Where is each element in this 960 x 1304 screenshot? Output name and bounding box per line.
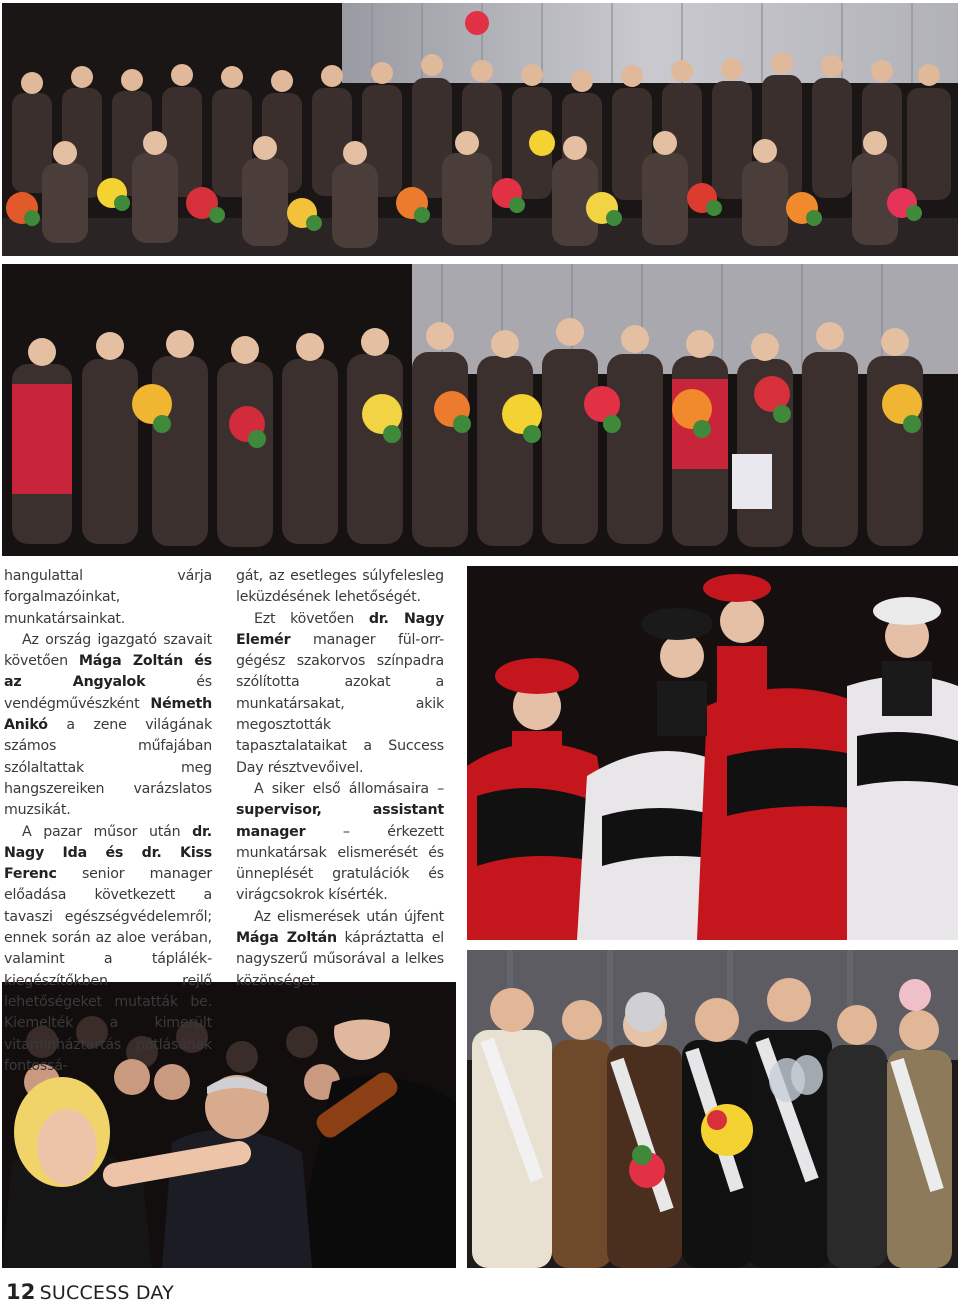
speaker-names: dr. Nagy Ida és dr. Kiss Ferenc <box>4 823 212 883</box>
paragraph-6 <box>236 779 444 907</box>
paragraph-6-text-c: – érkezett munkatársak elismerését és ünneplését gratulációk és virágcsokrok kísérték. <box>236 823 444 904</box>
paragraph-3-text-a: A pazar műsor után <box>22 823 193 840</box>
paragraph-1-text: hangulattal várja forgalmazóinkat, munkatársainkat. <box>4 568 212 627</box>
paragraph-2-text-e: a zene világának számos műfajában szólaltattak meg hangszereiken varázslatos muzsikát. <box>4 717 212 819</box>
page-footer <box>6 1280 174 1304</box>
paragraph-2-text-a: Az ország igazgató szavait követően <box>4 631 212 670</box>
group-photo-middle <box>2 264 958 556</box>
magazine-section-title: SUCCESS DAY <box>39 1282 174 1304</box>
performer-name-2: Mága Zoltán <box>236 930 337 947</box>
paragraph-5-text-a: Ezt követően <box>254 610 369 627</box>
manager-name: dr. Nagy Elemér <box>236 610 444 648</box>
ranks-label: supervisor, assistant manager <box>236 802 444 840</box>
guest-artist-name: Németh Anikó <box>4 695 212 734</box>
article-column-1 <box>4 566 212 1077</box>
paragraph-4 <box>236 566 444 609</box>
paragraph-5 <box>236 609 444 779</box>
award-group-photo <box>467 950 958 1268</box>
paragraph-2-text-c: és vendégművészként <box>4 674 212 712</box>
dancers-photo <box>467 566 958 940</box>
paragraph-2 <box>4 630 212 822</box>
paragraph-7 <box>236 907 444 992</box>
page-number: 12 <box>6 1280 36 1304</box>
group-photo-top <box>2 3 958 256</box>
performer-name: Mága Zoltán és az Angyalok <box>4 653 212 691</box>
article-column-2 <box>236 566 444 992</box>
paragraph-7-text-a: Az elismerések után újfent <box>254 908 444 925</box>
paragraph-6-text-a: A siker első állomásaira – <box>254 780 444 797</box>
paragraph-7-text-c: kápráztatta el nagyszerű műsorával a lelkes közönséget. <box>236 930 444 989</box>
paragraph-3-text-c: senior manager előadása következett a tavaszi egészségvédelemről; ennek során az aloe verában, valamint a táplálék-kiegészítőkben rejlő lehetőségeket mutatták be. Kiemelték a kimerült vitaminháztartás pótlásának fontossá- <box>4 866 212 1074</box>
paragraph-3 <box>4 822 212 1078</box>
paragraph-4-text: gát, az esetleges súlyfelesleg leküzdésének lehetőségét. <box>236 568 444 606</box>
paragraph-5-text-c: manager fül-orr-gégész szakorvos színpadra szólította azokat a munkatársakat, akik megosztották tapasztalataikat a Success Day résztvevőivel. <box>236 631 444 776</box>
paragraph-1 <box>4 566 212 630</box>
